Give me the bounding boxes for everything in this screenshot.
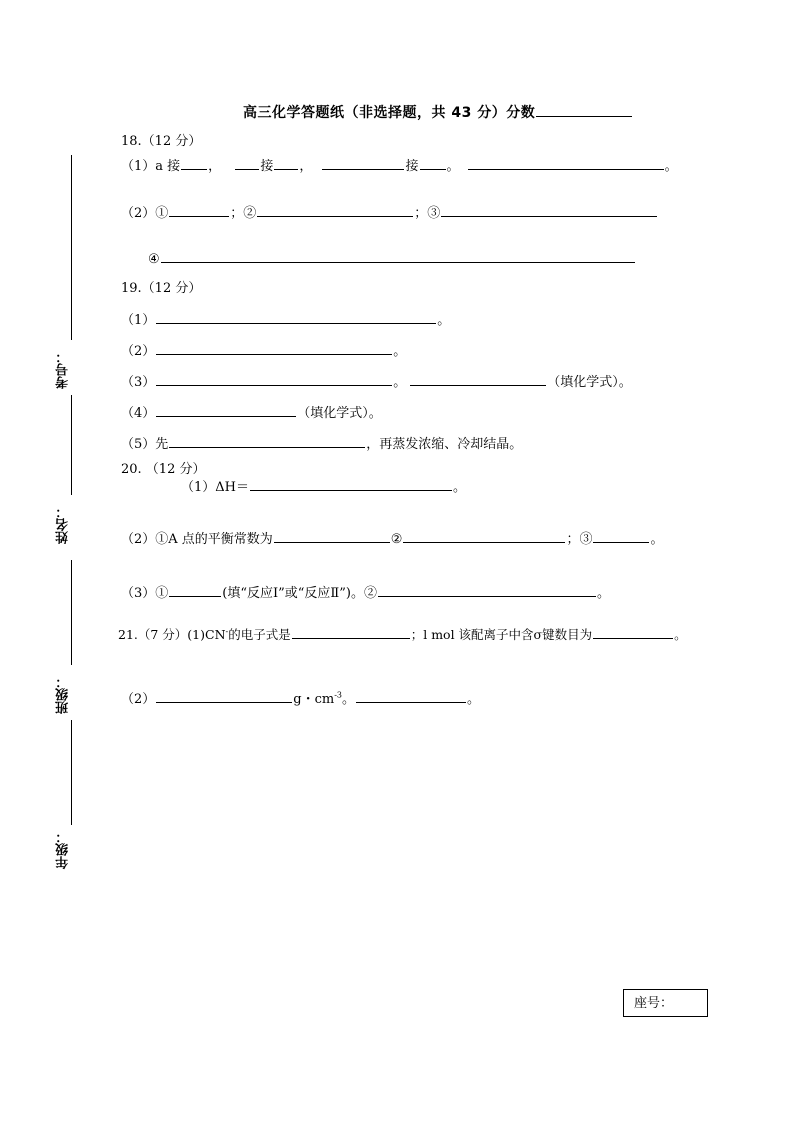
q19-blank[interactable]	[156, 403, 296, 417]
q20-blank[interactable]	[169, 583, 221, 597]
q18-blank[interactable]	[274, 156, 298, 170]
page-title	[243, 102, 633, 122]
q20-blank[interactable]	[593, 529, 649, 543]
q20-line1	[181, 476, 466, 495]
binding-line	[71, 155, 72, 340]
q21-blank[interactable]	[292, 625, 410, 639]
q18-l1-sep: 接	[260, 159, 274, 174]
score-blank[interactable]	[536, 103, 632, 117]
q21-prefix: 21.（7 分）(1)CN	[118, 627, 226, 642]
q20-line3	[121, 582, 610, 601]
q19-p5-prefix: （5）先	[121, 437, 169, 452]
q19-line3	[121, 371, 632, 390]
q19-p3-mid: 。	[393, 375, 407, 390]
q21-unit: g・cm	[293, 692, 335, 707]
q18-l2-sep: ；②	[230, 206, 257, 221]
q21-superscript: -	[225, 626, 229, 636]
q18-l1-sep: ，	[208, 159, 222, 174]
q18-header: 18.（12 分）	[121, 134, 202, 149]
seat-number-label: 座号：	[634, 996, 674, 1011]
q18-l1-sep: 。	[446, 159, 460, 174]
q19-line1	[121, 309, 450, 328]
q19-p4-end: （填化学式）。	[297, 406, 382, 421]
q19-header: 19.（12 分）	[121, 281, 202, 296]
q21-header	[118, 625, 687, 643]
q20-p2-prefix: （2）①A 点的平衡常数为	[121, 532, 273, 547]
q20-blank[interactable]	[378, 583, 596, 597]
binding-line	[71, 395, 72, 495]
q18-l3-prefix: ④	[148, 252, 160, 267]
q19-blank[interactable]	[156, 310, 436, 324]
q20-p3-prefix: （3）①	[121, 586, 169, 601]
q18-blank[interactable]	[468, 156, 664, 170]
q19-blank[interactable]	[169, 434, 365, 448]
q19-blank[interactable]	[156, 372, 392, 386]
q19-p1-end: 。	[437, 313, 451, 328]
q18-l2-prefix: （2）①	[121, 206, 169, 221]
q21-line2	[121, 688, 480, 707]
q20-p2-end: 。	[650, 532, 664, 547]
q19-p5-end: ，再蒸发浓缩、冷却结晶。	[366, 437, 523, 452]
q19-line5	[121, 433, 522, 452]
q19-line2	[121, 340, 406, 359]
q20-p2-mid: ②	[390, 532, 403, 547]
q18-blank[interactable]	[420, 156, 446, 170]
q19-p3-end: （填化学式）。	[547, 375, 632, 390]
q19-line4	[121, 402, 382, 421]
q20-line2	[121, 528, 663, 547]
q18-blank[interactable]	[161, 249, 635, 263]
binding-line	[71, 720, 72, 825]
q19-p3-prefix: （3）	[121, 375, 156, 390]
q21-end: 。	[674, 627, 687, 642]
q18-l1-prefix: （1）a 接	[121, 159, 181, 174]
q19-p2-end: 。	[393, 344, 407, 359]
q19-p4-prefix: （4）	[121, 406, 156, 421]
q20-p1-end: 。	[453, 480, 467, 495]
q20-blank[interactable]	[250, 477, 452, 491]
q21-blank[interactable]	[156, 689, 292, 703]
q21-p2-end: 。	[467, 692, 481, 707]
q19-blank[interactable]	[410, 372, 546, 386]
q20-p1-prefix: （1）ΔH＝	[181, 480, 249, 495]
q18-l2-sep: ；③	[414, 206, 441, 221]
grade-label: 年级：	[56, 830, 71, 869]
binding-line	[71, 560, 72, 665]
q21-p2-prefix: （2）	[121, 692, 156, 707]
q18-blank[interactable]	[235, 156, 259, 170]
q18-line3	[148, 249, 636, 267]
class-label: 班级：	[56, 675, 71, 714]
title-text: 高三化学答题纸（非选择题，共 43 分）分数	[243, 105, 536, 121]
q18-blank[interactable]	[181, 156, 207, 170]
q21-unit-superscript: -3	[334, 690, 343, 700]
q20-blank[interactable]	[403, 529, 565, 543]
exam-no-label: 考号：	[56, 350, 71, 389]
q20-header: 20. （12 分）	[121, 462, 206, 477]
q18-line1	[121, 155, 678, 174]
q20-p3-end: 。	[596, 586, 610, 601]
q18-blank[interactable]	[322, 156, 404, 170]
q19-blank[interactable]	[156, 341, 392, 355]
seat-number-box[interactable]	[623, 989, 708, 1017]
q20-p2-mid2: ；③	[566, 532, 593, 547]
q21-blank[interactable]	[356, 689, 466, 703]
q21-blank[interactable]	[593, 625, 673, 639]
q19-p1-prefix: （1）	[121, 313, 156, 328]
q18-l1-sep: ，	[299, 159, 313, 174]
q18-l1-sep: 。	[664, 159, 678, 174]
q18-blank[interactable]	[257, 203, 413, 217]
q20-p3-mid: (填“反应Ⅰ”或“反应Ⅱ”)。②	[222, 586, 377, 601]
q21-p2-mid: 。	[342, 692, 356, 707]
q21-mid: 的电子式是	[228, 627, 291, 642]
q20-blank[interactable]	[274, 529, 390, 543]
q21-mid2: ；l mol 该配离子中含σ键数目为	[410, 627, 593, 642]
name-label: 姓名：	[56, 505, 71, 544]
q18-blank[interactable]	[169, 203, 229, 217]
q19-p2-prefix: （2）	[121, 344, 156, 359]
q18-l1-sep: 接	[405, 159, 419, 174]
q18-blank[interactable]	[441, 203, 657, 217]
q18-line2	[121, 202, 658, 221]
